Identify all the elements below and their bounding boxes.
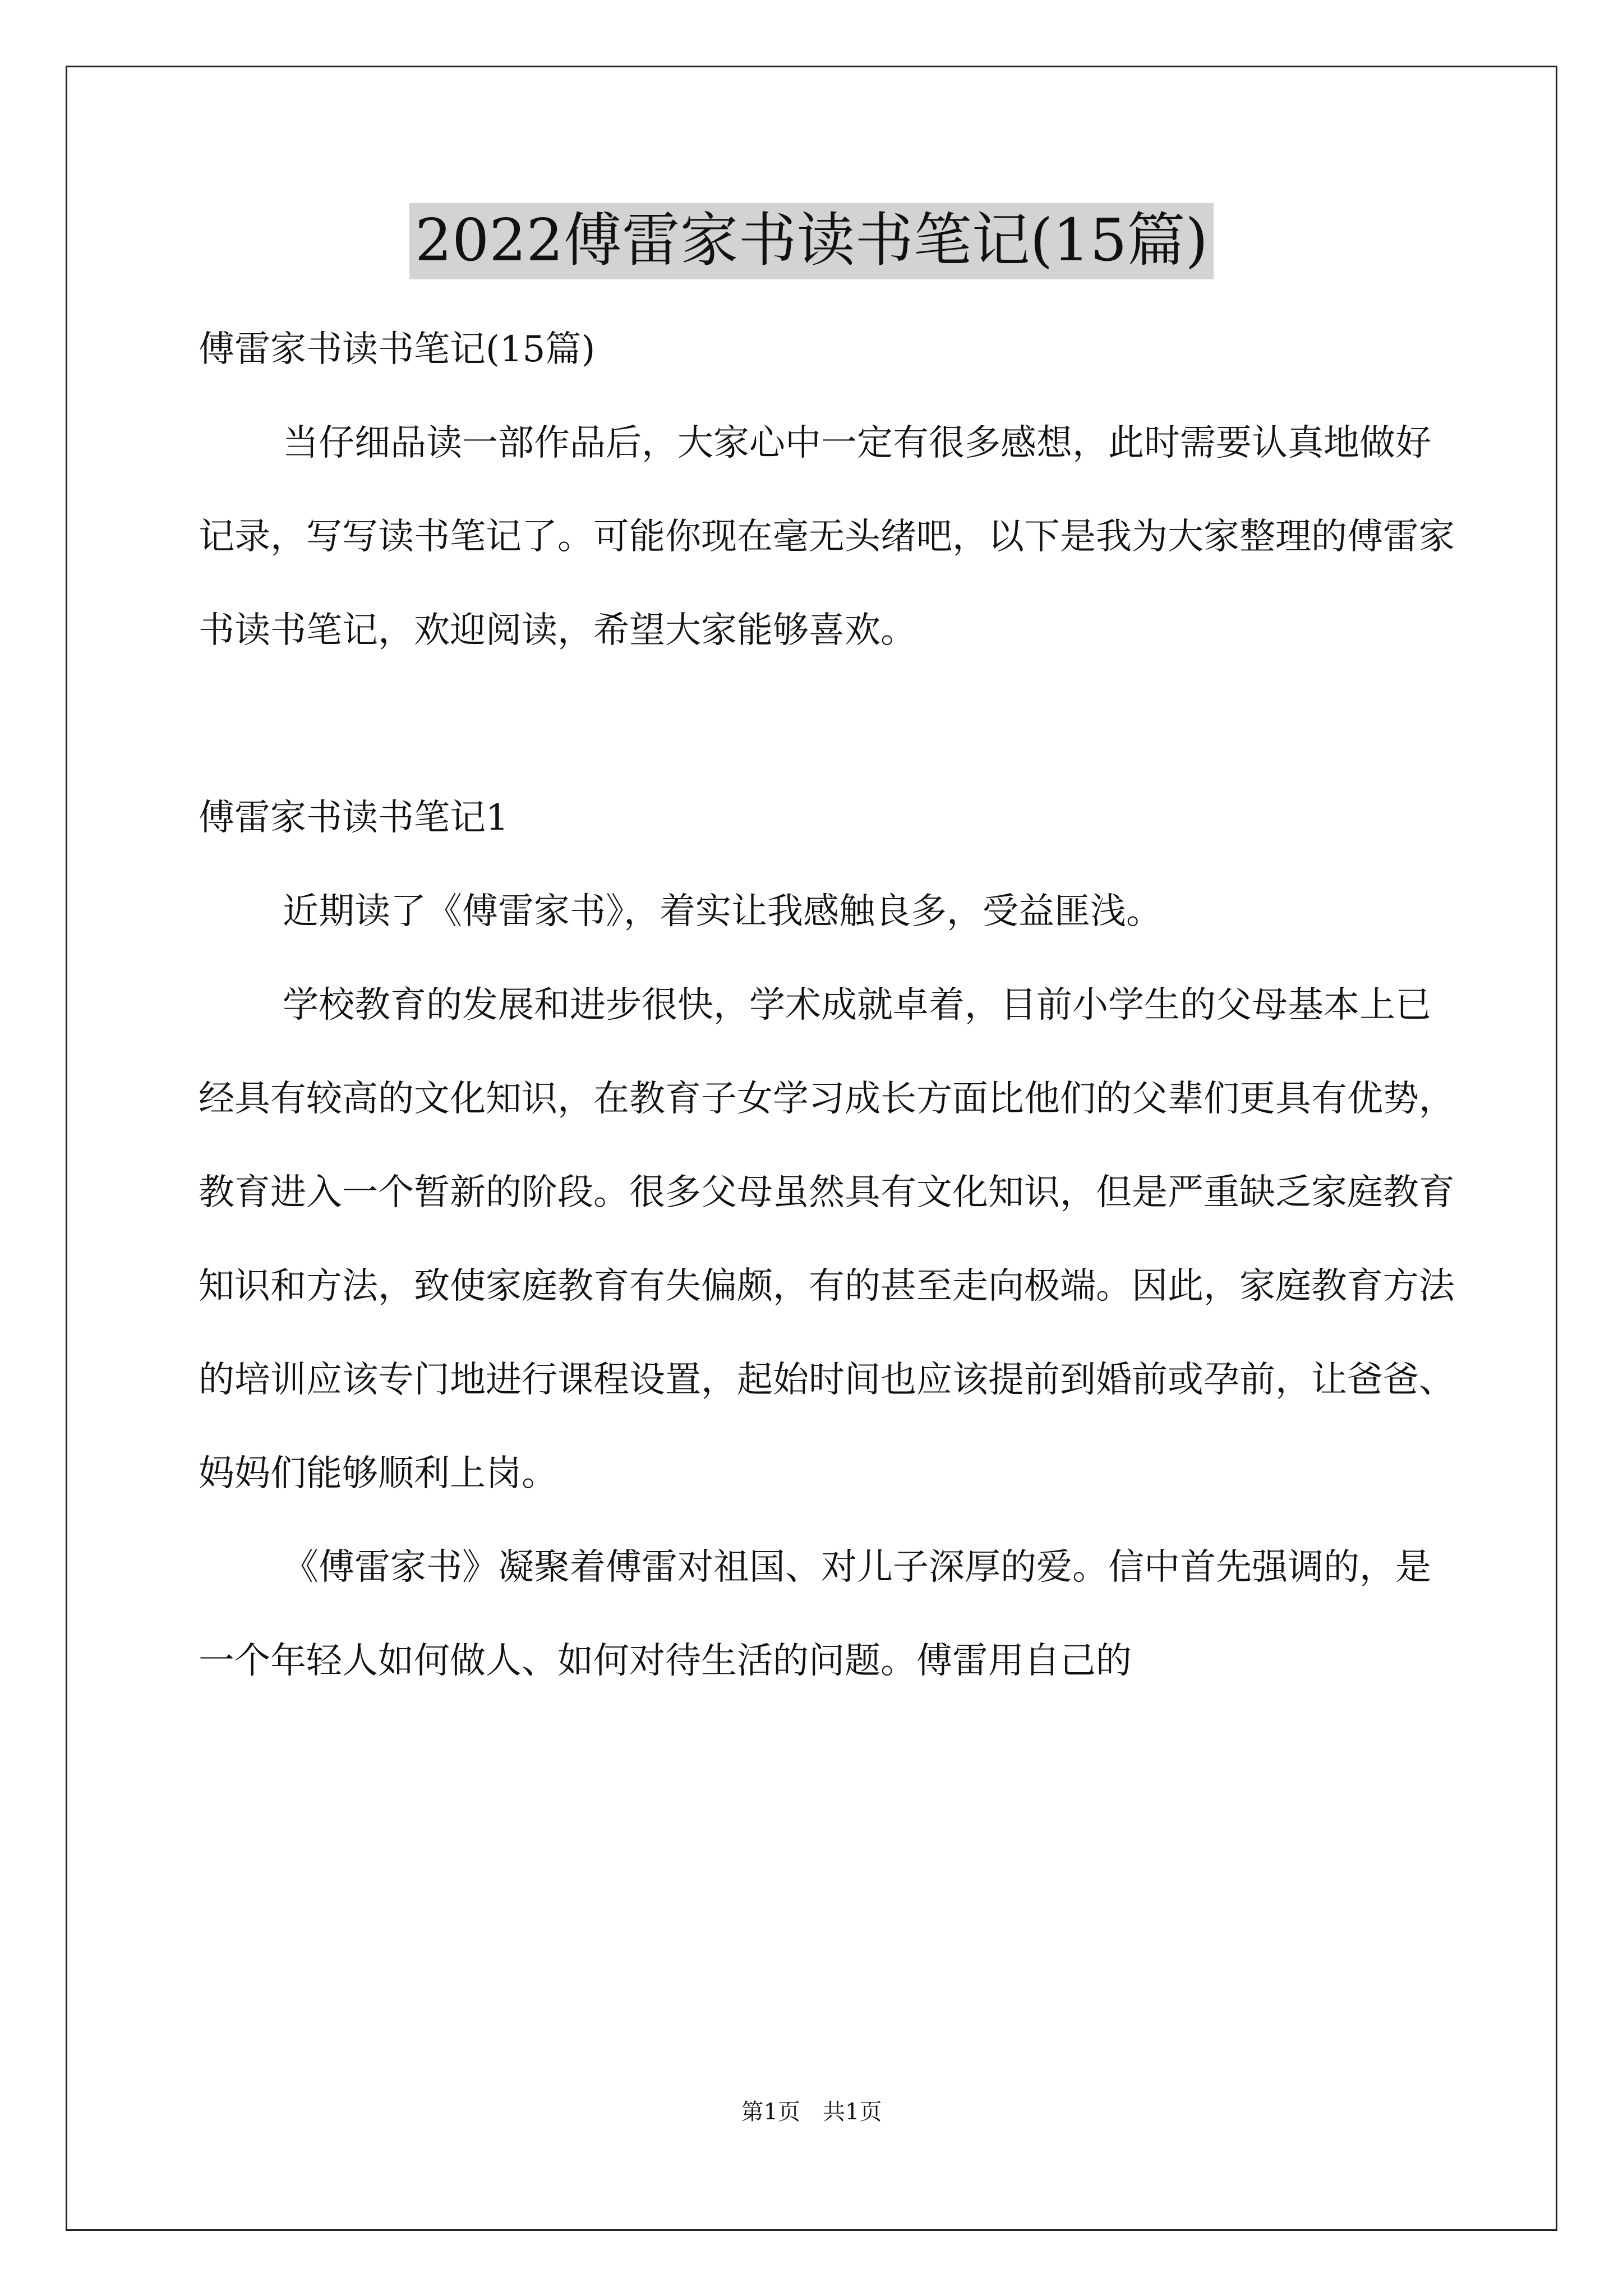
page-total: 共1页 — [823, 2099, 882, 2125]
page-footer — [0, 2101, 1623, 2123]
body-paragraph: 近期读了《傅雷家书》，着实让我感触良多，受益匪浅。 — [283, 891, 1162, 932]
document-subtitle: 傅雷家书读书笔记(15篇) — [199, 329, 596, 370]
document-title: 2022傅雷家书读书笔记(15篇) — [409, 203, 1214, 279]
document-body — [199, 303, 1455, 1708]
page-number: 第1页 — [741, 2099, 800, 2125]
body-paragraph: 《傅雷家书》凝聚着傅雷对祖国、对儿子深厚的爱。信中首先强调的，是一个年轻人如何做人、如何对待生活的问题。傅雷用自己的 — [199, 1547, 1431, 1682]
section-heading: 傅雷家书读书笔记1 — [199, 797, 509, 839]
document-title-container — [0, 203, 1623, 279]
section-spacer — [199, 678, 1455, 771]
intro-paragraph: 当仔细品读一部作品后，大家心中一定有很多感想，此时需要认真地做好记录，写写读书笔记了。可能你现在毫无头绪吧，以下是我为大家整理的傅雷家书读书笔记，欢迎阅读，希望大家能够喜欢。 — [199, 422, 1455, 651]
body-paragraph: 学校教育的发展和进步很快，学术成就卓着，目前小学生的父母基本上已经具有较高的文化知识，在教育子女学习成长方面比他们的父辈们更具有优势，教育进入一个暂新的阶段。很多父母虽然具有文化知识，但是严重缺乏家庭教育知识和方法，致使家庭教育有失偏颇，有的甚至走向极端。因此，家庭教育方法的培训应该专门地进行课程设置，起始时间也应该提前到婚前或孕前，让爸爸、妈妈们能够顺利上岗。 — [199, 984, 1455, 1494]
